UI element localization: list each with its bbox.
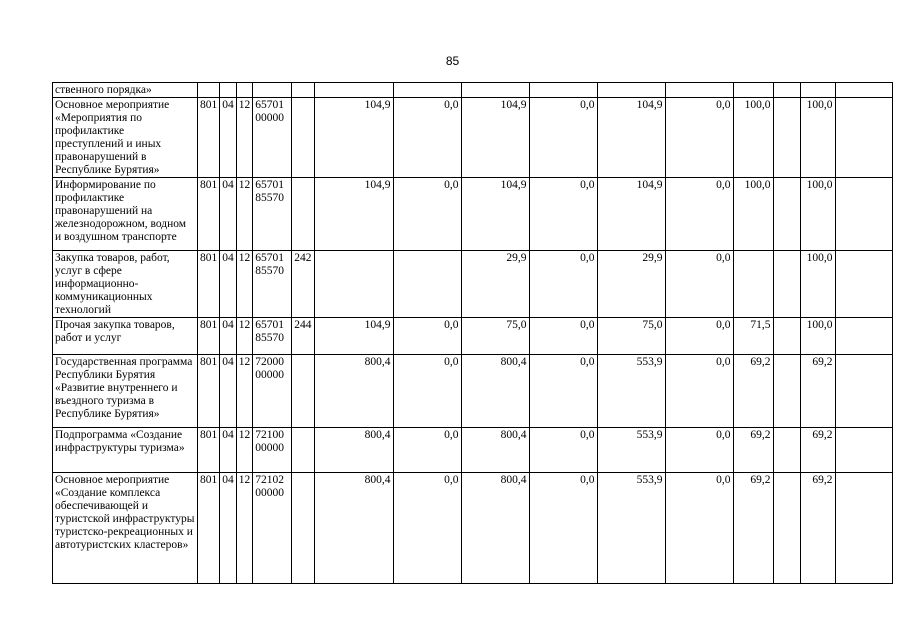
amount-col-4: 0,0 [529, 178, 597, 251]
blank-col-last [835, 83, 892, 98]
percent-col-2: 100,0 [800, 251, 835, 318]
amount-col-1: 104,9 [314, 318, 393, 355]
percent-col-1: 69,2 [733, 355, 773, 428]
subsection-code: 12 [236, 98, 253, 178]
amount-col-4: 0,0 [529, 473, 597, 584]
section-code: 04 [220, 251, 237, 318]
amount-col-3: 800,4 [461, 428, 529, 473]
table-body [53, 83, 893, 584]
percent-col-1: 100,0 [733, 178, 773, 251]
amount-col-6: 0,0 [665, 355, 733, 428]
percent-col-1 [733, 251, 773, 318]
target-article-code: 65701 00000 [253, 98, 292, 178]
target-article-code: 72000 00000 [253, 355, 292, 428]
blank-col-last [835, 318, 892, 355]
expense-type-code [292, 355, 314, 428]
expense-type-code: 244 [292, 318, 314, 355]
blank-col [773, 98, 800, 178]
amount-col-4 [529, 83, 597, 98]
amount-col-4: 0,0 [529, 251, 597, 318]
amount-col-6: 0,0 [665, 251, 733, 318]
percent-col-2: 100,0 [800, 178, 835, 251]
ministry-code: 801 [198, 251, 220, 318]
percent-col-1: 69,2 [733, 428, 773, 473]
ministry-code: 801 [198, 428, 220, 473]
section-code: 04 [220, 178, 237, 251]
percent-col-2: 100,0 [800, 318, 835, 355]
amount-col-2: 0,0 [393, 318, 461, 355]
amount-col-3 [461, 83, 529, 98]
amount-col-5: 104,9 [597, 178, 665, 251]
subsection-code: 12 [236, 428, 253, 473]
blank-col [773, 355, 800, 428]
blank-col [773, 178, 800, 251]
page-number: 85 [445, 54, 460, 68]
section-code: 04 [220, 473, 237, 584]
amount-col-5: 553,9 [597, 428, 665, 473]
row-name: Основное мероприятие «Создание комплекса обеспечивающей и туристской инфраструктуры туристско-рекреационных и автотуристских кластеров» [53, 473, 198, 584]
amount-col-6: 0,0 [665, 473, 733, 584]
table-row [53, 83, 893, 98]
section-code: 04 [220, 428, 237, 473]
table-row [53, 178, 893, 251]
percent-col-1 [733, 83, 773, 98]
target-article-code: 72102 00000 [253, 473, 292, 584]
table-row [53, 428, 893, 473]
blank-col [773, 251, 800, 318]
target-article-code: 72100 00000 [253, 428, 292, 473]
subsection-code: 12 [236, 318, 253, 355]
table-row [53, 318, 893, 355]
section-code [220, 83, 237, 98]
row-name: Закупка товаров, работ, услуг в сфере информационно-коммуникационных технологий [53, 251, 198, 318]
subsection-code: 12 [236, 178, 253, 251]
amount-col-5 [597, 83, 665, 98]
ministry-code: 801 [198, 318, 220, 355]
blank-col-last [835, 251, 892, 318]
budget-table [52, 82, 893, 584]
amount-col-3: 104,9 [461, 178, 529, 251]
amount-col-2: 0,0 [393, 473, 461, 584]
blank-col [773, 318, 800, 355]
target-article-code: 65701 85570 [253, 178, 292, 251]
amount-col-4: 0,0 [529, 98, 597, 178]
amount-col-2: 0,0 [393, 428, 461, 473]
amount-col-1: 800,4 [314, 355, 393, 428]
amount-col-2: 0,0 [393, 355, 461, 428]
expense-type-code [292, 428, 314, 473]
subsection-code: 12 [236, 355, 253, 428]
expense-type-code: 242 [292, 251, 314, 318]
amount-col-5: 75,0 [597, 318, 665, 355]
amount-col-1: 800,4 [314, 428, 393, 473]
ministry-code: 801 [198, 355, 220, 428]
row-name: ственного порядка» [53, 83, 198, 98]
expense-type-code [292, 178, 314, 251]
table-row [53, 355, 893, 428]
amount-col-2 [393, 251, 461, 318]
ministry-code: 801 [198, 178, 220, 251]
amount-col-1: 800,4 [314, 473, 393, 584]
amount-col-4: 0,0 [529, 318, 597, 355]
blank-col [773, 428, 800, 473]
blank-col [773, 83, 800, 98]
row-name: Информирование по профилактике правонарушений на железнодорожном, водном и воздушном транспорте [53, 178, 198, 251]
amount-col-6: 0,0 [665, 98, 733, 178]
table-row [53, 473, 893, 584]
amount-col-6: 0,0 [665, 428, 733, 473]
amount-col-5: 553,9 [597, 355, 665, 428]
section-code: 04 [220, 318, 237, 355]
row-name: Прочая закупка товаров, работ и услуг [53, 318, 198, 355]
table-row [53, 98, 893, 178]
amount-col-5: 553,9 [597, 473, 665, 584]
row-name: Государственная программа Республики Бурятия «Развитие внутреннего и въездного туризма в Республике Бурятия» [53, 355, 198, 428]
amount-col-3: 104,9 [461, 98, 529, 178]
blank-col-last [835, 355, 892, 428]
target-article-code: 65701 85570 [253, 251, 292, 318]
amount-col-1 [314, 251, 393, 318]
subsection-code [236, 83, 253, 98]
percent-col-2: 69,2 [800, 428, 835, 473]
amount-col-2: 0,0 [393, 98, 461, 178]
amount-col-3: 29,9 [461, 251, 529, 318]
amount-col-3: 800,4 [461, 473, 529, 584]
section-code: 04 [220, 98, 237, 178]
amount-col-6 [665, 83, 733, 98]
subsection-code: 12 [236, 473, 253, 584]
amount-col-5: 29,9 [597, 251, 665, 318]
expense-type-code [292, 98, 314, 178]
amount-col-4: 0,0 [529, 355, 597, 428]
amount-col-4: 0,0 [529, 428, 597, 473]
blank-col-last [835, 428, 892, 473]
target-article-code [253, 83, 292, 98]
amount-col-1: 104,9 [314, 178, 393, 251]
row-name: Основное мероприятие «Мероприятия по профилактике преступлений и иных правонарушений в Республике Бурятия» [53, 98, 198, 178]
amount-col-3: 75,0 [461, 318, 529, 355]
table-row [53, 251, 893, 318]
ministry-code [198, 83, 220, 98]
ministry-code: 801 [198, 473, 220, 584]
blank-col [773, 473, 800, 584]
percent-col-2 [800, 83, 835, 98]
percent-col-2: 100,0 [800, 98, 835, 178]
expense-type-code [292, 83, 314, 98]
target-article-code: 65701 85570 [253, 318, 292, 355]
amount-col-6: 0,0 [665, 318, 733, 355]
blank-col-last [835, 98, 892, 178]
amount-col-5: 104,9 [597, 98, 665, 178]
percent-col-2: 69,2 [800, 355, 835, 428]
percent-col-2: 69,2 [800, 473, 835, 584]
amount-col-2 [393, 83, 461, 98]
amount-col-1: 104,9 [314, 98, 393, 178]
amount-col-6: 0,0 [665, 178, 733, 251]
section-code: 04 [220, 355, 237, 428]
amount-col-2: 0,0 [393, 178, 461, 251]
expense-type-code [292, 473, 314, 584]
percent-col-1: 71,5 [733, 318, 773, 355]
blank-col-last [835, 178, 892, 251]
amount-col-1 [314, 83, 393, 98]
amount-col-3: 800,4 [461, 355, 529, 428]
ministry-code: 801 [198, 98, 220, 178]
blank-col-last [835, 473, 892, 584]
percent-col-1: 69,2 [733, 473, 773, 584]
subsection-code: 12 [236, 251, 253, 318]
row-name: Подпрограмма «Создание инфраструктуры туризма» [53, 428, 198, 473]
percent-col-1: 100,0 [733, 98, 773, 178]
